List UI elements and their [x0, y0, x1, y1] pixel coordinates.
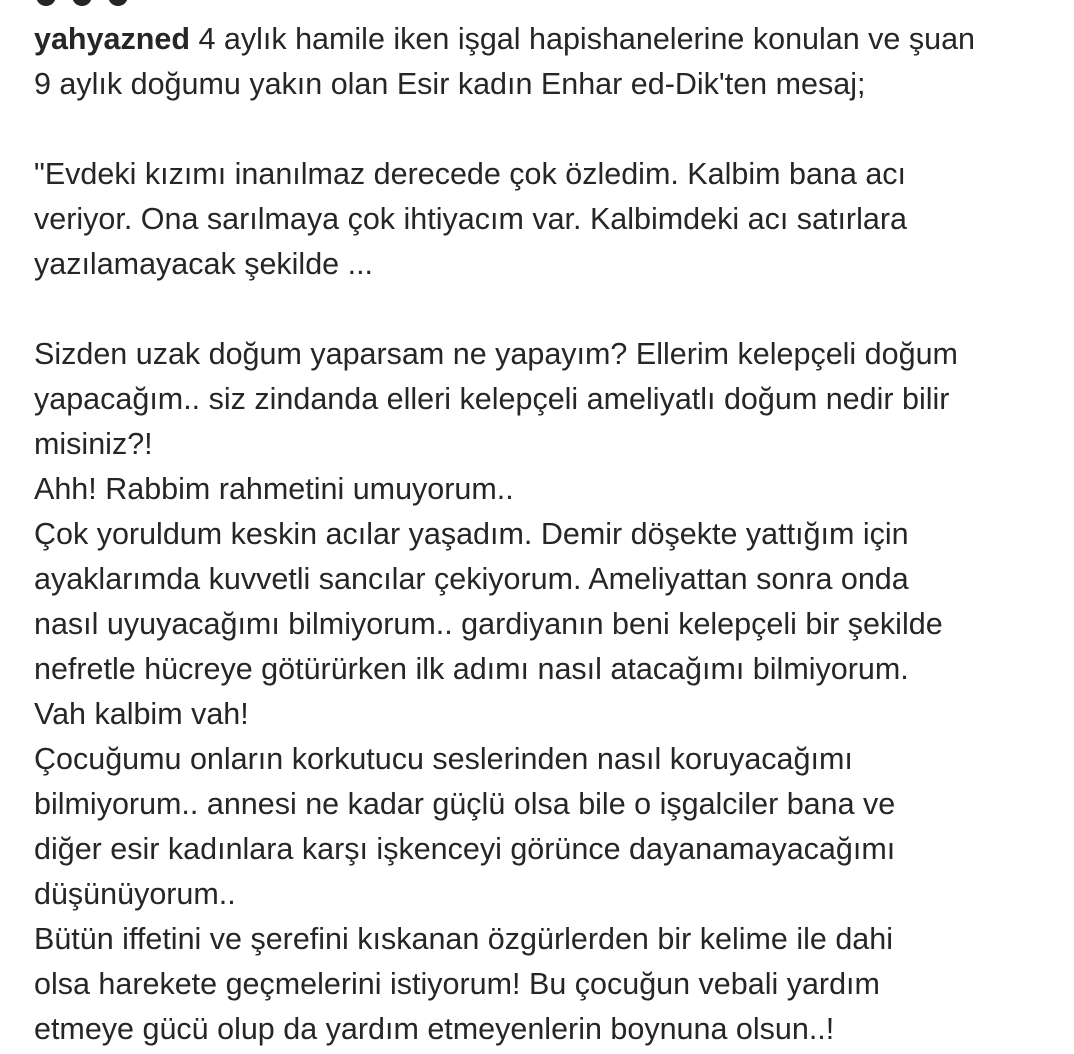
- caption-line: düşünüyorum..: [34, 877, 236, 911]
- caption-line: Ahh! Rabbim rahmetini umuyorum..: [34, 472, 514, 506]
- caption-line: bilmiyorum.. annesi ne kadar güçlü olsa bile o işgalciler bana ve: [34, 787, 896, 821]
- caption-line: Vah kalbim vah!: [34, 697, 249, 731]
- caption-line: Bütün iffetini ve şerefini kıskanan özgürlerden bir kelime ile dahi: [34, 922, 893, 956]
- caption-line: olsa harekete geçmelerini istiyorum! Bu çocuğun vebali yardım: [34, 967, 880, 1001]
- caption-line: nasıl uyuyacağımı bilmiyorum.. gardiyanın beni kelepçeli bir şekilde: [34, 607, 943, 641]
- caption-text: 4 aylık hamile iken işgal hapishanelerine konulan ve şuan: [198, 22, 975, 56]
- caption-line: veriyor. Ona sarılmaya çok ihtiyacım var. Kalbimdeki acı satırlara: [34, 202, 907, 236]
- caption-line: [34, 17, 1054, 62]
- caption-line: Çok yoruldum keskin acılar yaşadım. Demir döşekte yattığım için: [34, 517, 909, 551]
- username-link[interactable]: yahyazned: [34, 22, 190, 56]
- caption-line: misiniz?!: [34, 427, 153, 461]
- caption-line: ayaklarımda kuvvetli sancılar çekiyorum. Ameliyattan sonra onda: [34, 562, 909, 596]
- caption-line: [34, 287, 1054, 332]
- like-icon[interactable]: [36, 0, 56, 6]
- caption-line: 9 aylık doğumu yakın olan Esir kadın Enhar ed-Dik'ten mesaj;: [34, 67, 866, 101]
- caption-line: Çocuğumu onların korkutucu seslerinden nasıl koruyacağımı: [34, 742, 853, 776]
- caption-line: "Evdeki kızımı inanılmaz derecede çok özledim. Kalbim bana acı: [34, 157, 907, 191]
- action-icons-row: [36, 0, 128, 6]
- caption-line: [34, 107, 1054, 152]
- caption-line: Sizden uzak doğum yaparsam ne yapayım? Ellerim kelepçeli doğum: [34, 337, 958, 371]
- caption-line: diğer esir kadınlara karşı işkenceyi görünce dayanamayacağımı: [34, 832, 896, 866]
- caption-line: etmeye gücü olup da yardım etmeyenlerin boynuna olsun..!: [34, 1012, 835, 1046]
- caption-line: yapacağım.. siz zindanda elleri kelepçeli ameliyatlı doğum nedir bilir: [34, 382, 950, 416]
- share-icon[interactable]: [108, 0, 128, 6]
- caption-line: yazılamayacak şekilde ...: [34, 247, 374, 281]
- comment-icon[interactable]: [72, 0, 92, 6]
- post-caption: [34, 17, 1054, 1052]
- caption-line: nefretle hücreye götürürken ilk adımı nasıl atacağımı bilmiyorum.: [34, 652, 909, 686]
